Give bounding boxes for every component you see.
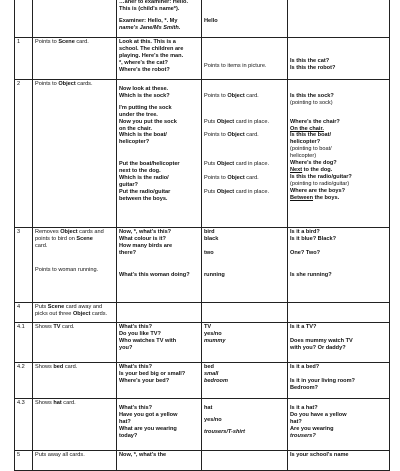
examiner-line: This is (child's name*). [119,5,180,12]
examiner-line: Put the boat/helicopter [119,161,180,168]
response-line: trousers/T-shirt [204,428,246,435]
backup-line: hat? [290,418,302,425]
examiner-line: under the tree. [119,111,158,118]
response-line: Puts Object card in place. [204,118,269,125]
examiner-line: Look at this. This is a [119,39,176,45]
action-cell [33,323,117,363]
action-cell [33,0,117,38]
action-line: card. [35,242,48,249]
examiner-cell [117,80,202,228]
examiner-line: Now, *, what's this? [119,229,172,235]
examiner-line: school. The children are [119,45,184,52]
response-line: two [204,249,214,256]
response-cell [202,399,288,451]
examiner-line: Where's the robot? [119,66,170,73]
step-number-cell: 5 [15,451,33,471]
action-cell [33,80,117,228]
response-cell [202,451,288,471]
action-line: Points to Scene card. [35,39,89,45]
response-line: Points to Object card. [204,92,259,99]
response-cell [202,38,288,80]
response-line: small [204,370,219,377]
response-line: yes/no [204,330,222,337]
examiner-cell [117,303,202,323]
action-line: Removes Object cards and [35,229,104,235]
examiner-line: Now you put the sock [119,118,177,125]
examiner-cell [117,38,202,80]
action-line: Shows hat card. [35,400,76,406]
table-row [15,303,390,323]
examiner-line: next to the dog. [119,168,161,175]
backup-line: Is this the boat/ [290,132,332,139]
examiner-line: How many birds are [119,242,173,249]
step-number-cell: 4.3 [15,399,33,451]
response-line: Puts Object card in place. [204,188,269,195]
backup-cell [288,0,390,38]
backup-line: Is your school's name [290,452,349,458]
examiner-line: guitar? [119,181,138,188]
table-row [15,399,390,451]
examiner-cell [117,323,202,363]
response-cell [202,303,288,323]
examiner-line: there? [119,249,137,256]
examiner-line: playing. Here's the man. [119,52,184,59]
backup-line: with you? Or daddy? [290,344,346,351]
backup-line: Is she running? [290,271,332,278]
action-cell [33,303,117,323]
table-row [15,363,390,399]
response-cell [202,80,288,228]
backup-cell [288,80,390,228]
backup-line: Is this the radio/guitar? [290,173,352,180]
examiner-line: between the boys. [119,195,168,202]
response-line: Hello [204,18,218,24]
response-line: bird [204,229,215,235]
response-line: Points to Object card. [204,132,259,139]
examiner-cell [117,363,202,399]
examiner-cell [117,399,202,451]
step-number-cell: 4 [15,303,33,323]
backup-line: Is it a bed? [290,364,320,370]
examiner-cell [117,228,202,303]
examiner-line: What are you wearing [119,425,177,432]
backup-cell [288,399,390,451]
examiner-line: What colour is it? [119,235,166,242]
response-line: Points to Object card. [204,174,259,181]
action-cell [33,38,117,80]
response-cell [202,323,288,363]
examiner-line: today? [119,432,138,439]
backup-line: Does mummy watch TV [290,337,353,344]
interview-script-table [14,0,390,471]
backup-cell [288,228,390,303]
backup-cell [288,38,390,80]
backup-cell [288,303,390,323]
response-line: bed [204,364,214,370]
table-row [15,323,390,363]
step-number-cell: 4.1 [15,323,33,363]
examiner-line: Where's your bed? [119,377,170,384]
backup-line: Where are the boys? [290,187,346,194]
examiner-line: What's this? [119,324,153,330]
action-line: Shows bed card. [35,364,78,370]
action-cell [33,228,117,303]
examiner-line: Now, *, what's the [119,452,167,458]
action-line: picks out three Object cards. [35,310,108,317]
response-line: black [204,235,219,242]
backup-cell [288,451,390,471]
backup-line: Is it in your living room? [290,377,355,384]
action-line: Points to Object cards. [35,81,93,87]
examiner-line: What's this? [119,364,153,370]
examiner-line: What's this? [119,405,153,411]
table-row [15,38,390,80]
examiner-line: *, where's the cat? [119,59,168,66]
table-row [15,451,390,471]
backup-line: On the chair. [290,125,324,132]
backup-line: helicopter? [290,139,321,146]
examiner-line: Examiner: Hello, *. My [119,17,178,24]
response-cell [202,0,288,38]
step-number-cell: 4.2 [15,363,33,399]
table-row [15,80,390,228]
examiner-line: What's this woman doing? [119,271,190,278]
examiner-line: helicopter? [119,139,150,146]
examiner-line: name's Jane/Ms Smith. [119,24,181,31]
action-cell [33,399,117,451]
backup-line: Where's the chair? [290,118,340,125]
backup-line: Is it a bird? [290,229,320,235]
response-line: mummy [204,337,226,344]
examiner-line: I'm putting the sock [119,104,172,111]
examiner-line: Which is the sock? [119,92,170,99]
examiner-line: hat? [119,418,131,425]
backup-line: (pointing to radio/guitar) [290,180,350,187]
table-row [15,0,390,38]
backup-line: (pointing to sock) [290,99,333,106]
examiner-line: Have you got a yellow [119,411,178,418]
response-line: running [204,271,225,278]
response-line: TV [204,324,212,330]
backup-line: Where's the dog? [290,160,337,167]
action-line: Puts Scene card away and [35,304,103,310]
action-line: Points to woman running. [35,266,99,273]
backup-line: Between the boys. [290,194,340,201]
examiner-line: Put the radio/guitar [119,188,171,195]
response-cell [202,363,288,399]
examiner-line: on the chair. [119,125,152,132]
step-number-cell: 1 [15,38,33,80]
action-line: Puts away all cards. [35,452,85,458]
examiner-line: you? [119,344,133,351]
examiner-cell [117,451,202,471]
backup-line: trousers? [290,432,316,439]
action-cell [33,363,117,399]
backup-line: One? Two? [290,249,321,256]
backup-line: Is it blue? Black? [290,235,337,242]
response-cell [202,228,288,303]
backup-cell [288,363,390,399]
step-number-cell [15,0,33,38]
response-line: yes/no [204,416,222,423]
response-line: Points to items in picture. [204,63,267,69]
table-row [15,228,390,303]
examiner-cell [117,0,202,38]
action-line: Shows TV card. [35,324,75,330]
backup-line: Are you wearing [290,425,334,432]
backup-line: Bedroom? [290,384,318,391]
step-number-cell: 2 [15,80,33,228]
backup-line: Is this the cat? [290,58,330,64]
action-cell [33,451,117,471]
backup-line: Do you have a yellow [290,411,347,418]
backup-line: Is this the robot? [290,64,336,71]
examiner-line: Is your bed big or small? [119,370,186,377]
examiner-line: Do you like TV? [119,330,161,337]
backup-line: (pointing to boat/ [290,146,332,153]
backup-line: Is it a hat? [290,405,318,411]
examiner-line: Which is the boat/ [119,132,167,139]
examiner-line: …aner to examiner: Hello. [119,0,189,5]
response-line: bedroom [204,377,228,384]
response-line: Puts Object card in place. [204,161,269,168]
backup-line: Is this the sock? [290,92,334,99]
backup-line: helicopter) [290,153,317,160]
backup-line: Is it a TV? [290,324,317,330]
response-line: hat [204,405,213,411]
examiner-line: Who watches TV with [119,337,177,344]
step-number-cell: 3 [15,228,33,303]
action-line: points to bird on Scene [35,235,93,242]
backup-line: Next to the dog. [290,166,333,173]
examiner-line: Now look at these. [119,86,169,92]
examiner-line: Which is the radio/ [119,175,169,182]
backup-cell [288,323,390,363]
